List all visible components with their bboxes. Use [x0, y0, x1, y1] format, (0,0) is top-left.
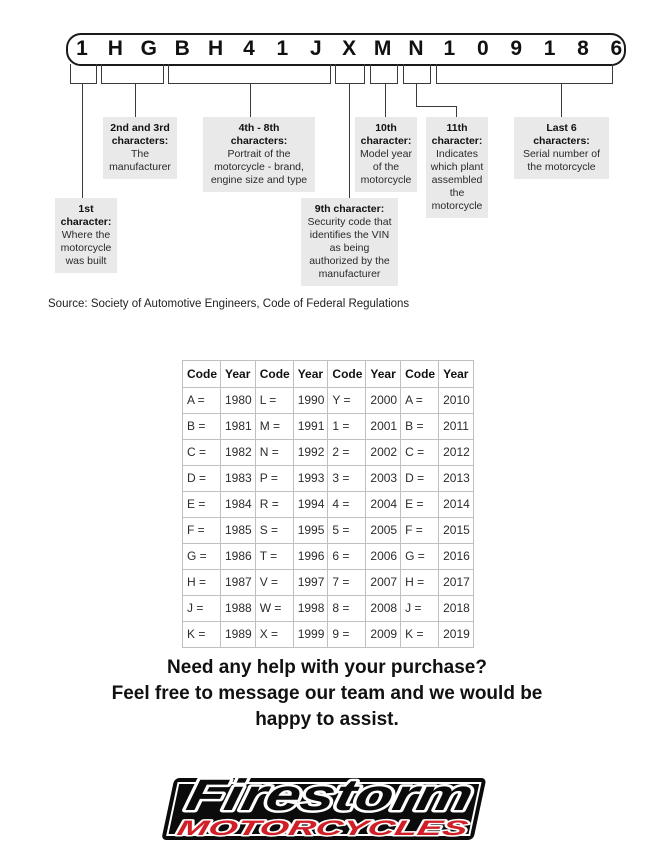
- table-cell: H =: [183, 570, 221, 596]
- table-cell: 1982: [221, 440, 256, 466]
- table-cell: Y =: [328, 388, 366, 414]
- table-cell: E =: [401, 492, 439, 518]
- table-cell: 1990: [293, 388, 328, 414]
- year-code-table-body: [183, 388, 474, 648]
- table-cell: 2001: [366, 414, 401, 440]
- table-header-cell: Code: [255, 361, 293, 388]
- table-row: [183, 596, 474, 622]
- table-cell: 1991: [293, 414, 328, 440]
- label-body: Serial number of the motorcycle: [522, 148, 601, 173]
- table-cell: E =: [183, 492, 221, 518]
- table-cell: B =: [401, 414, 439, 440]
- vin-character: 6: [610, 37, 623, 60]
- table-cell: 2019: [439, 622, 474, 648]
- vin-character: 9: [510, 37, 523, 60]
- year-code-table-head: [183, 361, 474, 388]
- table-cell: 2006: [366, 544, 401, 570]
- table-header-cell: Year: [293, 361, 328, 388]
- table-cell: J =: [401, 596, 439, 622]
- table-cell: 2009: [366, 622, 401, 648]
- table-cell: 2 =: [328, 440, 366, 466]
- connector-line: [416, 106, 457, 107]
- table-cell: 2015: [439, 518, 474, 544]
- table-cell: B =: [183, 414, 221, 440]
- label-body: Where the motorcycle was built: [60, 229, 112, 267]
- table-row: [183, 466, 474, 492]
- table-cell: K =: [183, 622, 221, 648]
- table-header-cell: Code: [183, 361, 221, 388]
- label-title: 4th - 8th characters:: [230, 122, 288, 147]
- connector-line: [370, 64, 371, 84]
- label-body: The manufacturer: [109, 148, 171, 173]
- connector-line: [436, 83, 613, 84]
- vin-character: J: [309, 37, 322, 60]
- table-row: [183, 570, 474, 596]
- label-title: Last 6 characters:: [533, 122, 590, 147]
- connector-line: [397, 64, 398, 84]
- table-cell: H =: [401, 570, 439, 596]
- table-cell: 1988: [221, 596, 256, 622]
- table-cell: C =: [401, 440, 439, 466]
- table-cell: 1996: [293, 544, 328, 570]
- table-cell: 1992: [293, 440, 328, 466]
- table-cell: C =: [183, 440, 221, 466]
- table-cell: 1 =: [328, 414, 366, 440]
- year-code-table: [182, 360, 474, 648]
- connector-line: [349, 83, 350, 198]
- table-cell: S =: [255, 518, 293, 544]
- table-cell: 5 =: [328, 518, 366, 544]
- table-row: [183, 414, 474, 440]
- table-cell: 1984: [221, 492, 256, 518]
- table-cell: F =: [401, 518, 439, 544]
- table-cell: 2017: [439, 570, 474, 596]
- table-cell: 9 =: [328, 622, 366, 648]
- table-cell: M =: [255, 414, 293, 440]
- table-cell: A =: [401, 388, 439, 414]
- table-cell: G =: [183, 544, 221, 570]
- label-body: Indicates which plant assembled the motorcycle: [430, 148, 484, 212]
- connector-line: [330, 64, 331, 84]
- table-header-cell: Code: [328, 361, 366, 388]
- table-cell: 2018: [439, 596, 474, 622]
- label-box-10th-character: [355, 117, 417, 192]
- connector-line: [364, 64, 365, 84]
- table-header-cell: Code: [401, 361, 439, 388]
- vin-character: 4: [243, 37, 255, 60]
- table-cell: R =: [255, 492, 293, 518]
- connector-line: [370, 83, 398, 84]
- connector-line: [82, 83, 83, 198]
- table-row: [183, 492, 474, 518]
- help-text-line: Feel free to message our team and we would be: [111, 683, 543, 704]
- table-cell: 1985: [221, 518, 256, 544]
- table-cell: 1995: [293, 518, 328, 544]
- connector-line: [385, 83, 386, 117]
- vin-character: B: [174, 37, 190, 60]
- connector-line: [163, 64, 164, 84]
- help-text: [0, 655, 654, 733]
- table-cell: 6 =: [328, 544, 366, 570]
- table-cell: D =: [183, 466, 221, 492]
- connector-line: [561, 83, 562, 117]
- label-box-4th-8th-characters: [203, 117, 315, 192]
- connector-line: [612, 64, 613, 84]
- help-text-line: happy to assist.: [255, 709, 399, 730]
- table-cell: L =: [255, 388, 293, 414]
- table-cell: G =: [401, 544, 439, 570]
- connector-line: [403, 83, 431, 84]
- table-cell: 1993: [293, 466, 328, 492]
- table-cell: 2003: [366, 466, 401, 492]
- table-cell: 2000: [366, 388, 401, 414]
- logo-sub-text: MOTORCYCLES: [174, 817, 343, 840]
- table-cell: 3 =: [328, 466, 366, 492]
- table-cell: 2014: [439, 492, 474, 518]
- table-cell: 1989: [221, 622, 256, 648]
- label-box-2nd-3rd-characters: [103, 117, 177, 179]
- vin-character: 0: [476, 37, 489, 60]
- vin-character: H: [208, 37, 224, 60]
- label-title: 2nd and 3rd characters:: [110, 122, 170, 147]
- label-body: Security code that identifies the VIN as being authorized by the manufacturer: [307, 216, 392, 280]
- table-cell: 1980: [221, 388, 256, 414]
- table-cell: 2008: [366, 596, 401, 622]
- table-cell: 1986: [221, 544, 256, 570]
- table-cell: K =: [401, 622, 439, 648]
- table-cell: P =: [255, 466, 293, 492]
- table-header-cell: Year: [366, 361, 401, 388]
- table-cell: 1999: [293, 622, 328, 648]
- connector-line: [168, 64, 169, 84]
- connector-line: [70, 83, 97, 84]
- table-cell: 2011: [439, 414, 474, 440]
- table-cell: T =: [255, 544, 293, 570]
- vin-character: 1: [543, 37, 556, 60]
- connector-line: [436, 64, 437, 84]
- table-cell: 1994: [293, 492, 328, 518]
- table-cell: 1983: [221, 466, 256, 492]
- table-cell: 2012: [439, 440, 474, 466]
- table-cell: 1987: [221, 570, 256, 596]
- label-title: 1st character:: [60, 203, 112, 228]
- table-cell: X =: [255, 622, 293, 648]
- table-cell: 2016: [439, 544, 474, 570]
- table-cell: N =: [255, 440, 293, 466]
- connector-line: [101, 64, 102, 84]
- vin-character: G: [140, 37, 157, 60]
- connector-line: [70, 64, 71, 84]
- connector-line: [416, 83, 417, 107]
- table-cell: 2013: [439, 466, 474, 492]
- vin-character: 1: [76, 37, 88, 60]
- table-cell: F =: [183, 518, 221, 544]
- table-cell: V =: [255, 570, 293, 596]
- connector-line: [403, 64, 404, 84]
- vin-character: N: [408, 37, 424, 60]
- vin-character: 1: [443, 37, 456, 60]
- vin-character: H: [107, 37, 123, 60]
- vin-character: M: [373, 37, 392, 60]
- table-cell: D =: [401, 466, 439, 492]
- table-row: [183, 518, 474, 544]
- table-cell: J =: [183, 596, 221, 622]
- vin-character: 1: [276, 37, 289, 60]
- connector-line: [335, 64, 336, 84]
- table-cell: 1981: [221, 414, 256, 440]
- table-row: [183, 544, 474, 570]
- table-cell: A =: [183, 388, 221, 414]
- label-body: Portrait of the motorcycle - brand, engine size and type: [210, 148, 308, 186]
- vin-character: X: [342, 37, 357, 60]
- table-cell: 4 =: [328, 492, 366, 518]
- connector-line: [135, 83, 136, 117]
- logo-brand-text: Firestorm: [182, 771, 396, 820]
- table-cell: 2005: [366, 518, 401, 544]
- source-note: Source: Society of Automotive Engineers, Code of Federal Regulations: [48, 298, 410, 310]
- table-cell: 2002: [366, 440, 401, 466]
- table-cell: W =: [255, 596, 293, 622]
- table-header-cell: Year: [439, 361, 474, 388]
- help-text-line: Need any help with your purchase?: [167, 657, 487, 678]
- label-body: Model year of the motorcycle: [360, 148, 412, 186]
- table-cell: 1997: [293, 570, 328, 596]
- connector-line: [456, 106, 457, 117]
- connector-line: [430, 64, 431, 84]
- table-cell: 2004: [366, 492, 401, 518]
- label-box-last-6-characters: [514, 117, 609, 179]
- table-row: [183, 622, 474, 648]
- label-box-9th-character: [301, 198, 398, 286]
- label-title: 10th character:: [360, 122, 412, 147]
- label-title: 11th character:: [431, 122, 483, 147]
- label-title: 9th character:: [314, 203, 385, 215]
- table-header-cell: Year: [221, 361, 256, 388]
- connector-line: [96, 64, 97, 84]
- label-box-11th-character: [426, 117, 488, 218]
- connector-line: [101, 83, 164, 84]
- firestorm-motorcycles-logo: [147, 764, 507, 850]
- table-cell: 7 =: [328, 570, 366, 596]
- table-cell: 8 =: [328, 596, 366, 622]
- table-cell: 1998: [293, 596, 328, 622]
- label-box-1st-character: [55, 198, 117, 273]
- table-row: [183, 440, 474, 466]
- table-cell: 2010: [439, 388, 474, 414]
- table-cell: 2007: [366, 570, 401, 596]
- table-row: [183, 388, 474, 414]
- vin-character: 8: [577, 37, 589, 60]
- connector-line: [250, 83, 251, 117]
- connector-line: [335, 83, 365, 84]
